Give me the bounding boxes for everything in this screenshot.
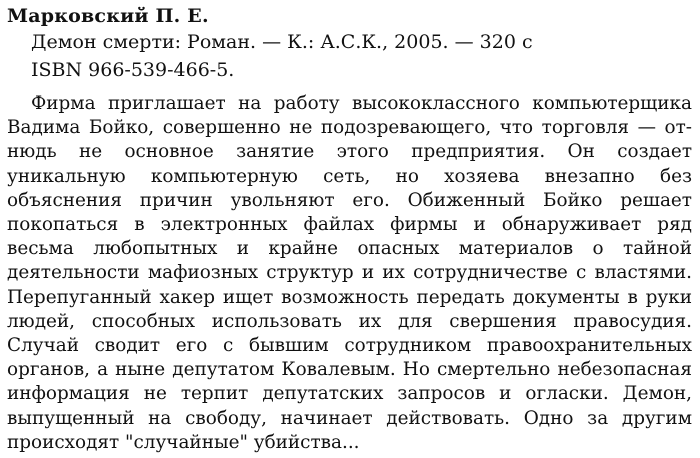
book-annotation: Фирма приглашает на работу высококлассного компьютерщика Вадима Бойко, совершенно не подозревающего, что торговля — отнюдь не основное занятие этого предприятия. Он создает уникальную компьютерную сеть, но хозяева внезапно без объяснения причин увольняют его. Обиженный Бойко решает покопаться в электронных файлах фирмы и обнаруживает ряд весьма любопытных и крайне опасных материалов о тайной деятельности мафиозных структур и их сотрудничестве с властями. Перепуганный хакер ищет возможность передать документы в руки людей, способных использовать их для свершения правосудия. Случай сводит его с бывшим сотрудником правоохранительных органов, а ныне депутатом Ковалевым. Но смертельно небезопасная информация не терпит депутатских запросов и огласки. Демон, выпущенный на свободу, начинает действовать. Одно за другим происходят "случайные" убийства...: [7, 93, 692, 453]
bibliographic-description: Демон смерти: Роман. — К.: А.С.К., 2005. — 320 с: [31, 31, 533, 53]
isbn-number: ISBN 966-539-466-5.: [31, 59, 235, 81]
author-name: Марковский П. Е.: [7, 5, 209, 27]
